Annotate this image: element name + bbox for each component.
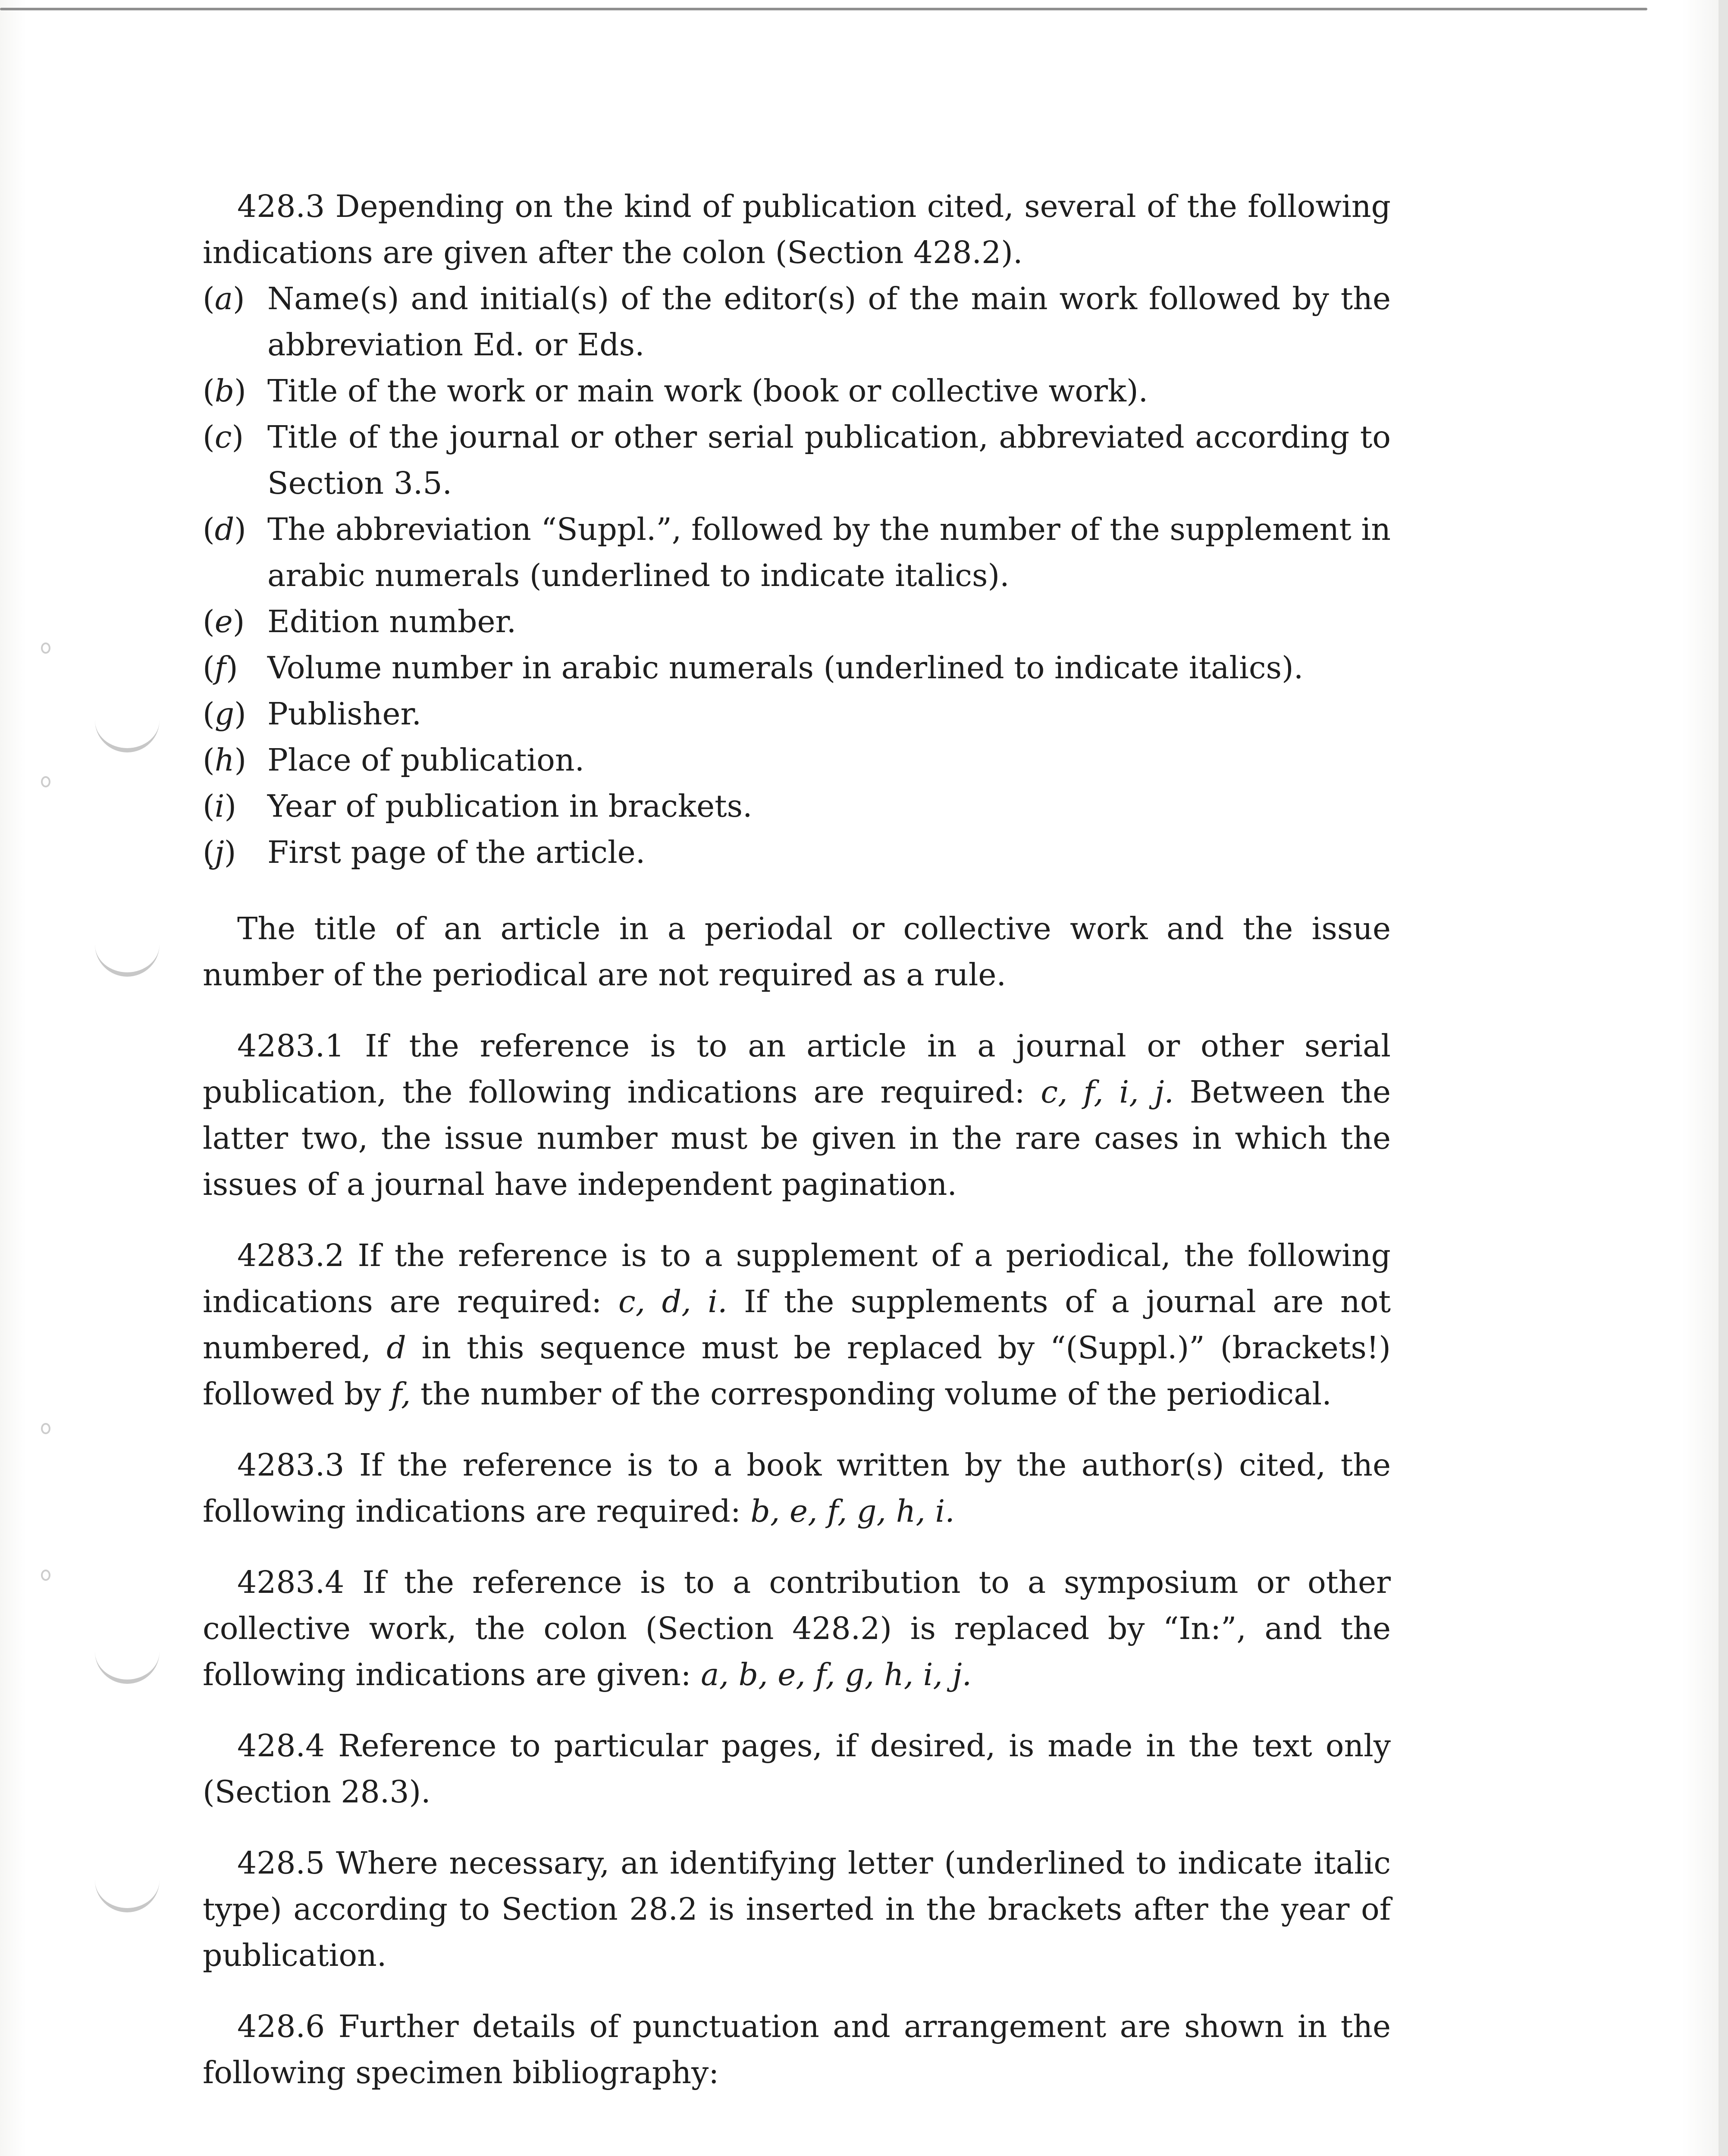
list-item: (c) Title of the journal or other serial publication, abbreviated according to Section 3.5. — [203, 419, 1391, 501]
section-number: 4283.4 — [237, 1564, 345, 1600]
italic-letters: d — [386, 1330, 406, 1366]
section-text: Where necessary, an identifying letter (underlined to indicate italic type) according to Section 28.2 is inserted in the brackets after the year of publication. — [203, 1845, 1391, 1973]
italic-letters: c, f, i, j. — [1041, 1074, 1174, 1110]
italic-letters: a, b, e, f, g, h, i, j. — [701, 1657, 972, 1692]
list-item: (i) Year of publication in brackets. — [203, 788, 753, 824]
right-page-edge — [1719, 0, 1728, 2156]
section-number: 428.5 — [237, 1845, 325, 1881]
binder-hole-mark — [95, 931, 160, 977]
section-428-5 — [203, 1840, 1391, 1978]
section-number: 428.6 — [237, 2009, 325, 2044]
list-item-text: First page of the article. — [267, 834, 646, 870]
section-text: Further details of punctuation and arrangement are shown in the following specimen bibliography: — [203, 2009, 1391, 2090]
margin-speck — [41, 642, 50, 654]
list-item: (j) First page of the article. — [203, 834, 646, 870]
italic-letters: b, e, f, g, h, i. — [750, 1493, 955, 1529]
list-item: (f) Volume number in arabic numerals (underlined to indicate italics). — [203, 650, 1304, 686]
list-letter: f — [214, 650, 226, 686]
list-item-text: Publisher. — [267, 696, 422, 732]
note-paragraph: The title of an article in a periodal or collective work and the issue number of the periodical are not required as a rule. — [203, 911, 1391, 993]
list-letter: j — [214, 834, 224, 870]
list-letter: b — [214, 373, 235, 409]
margin-speck — [41, 1423, 50, 1434]
list-letter: i — [214, 788, 225, 824]
list-letter: d — [214, 511, 235, 547]
list-item-text: Volume number in arabic numerals (underlined to indicate italics). — [267, 650, 1304, 686]
binder-hole-mark — [95, 707, 160, 752]
list-letter: e — [214, 604, 233, 639]
section-number: 428.4 — [237, 1728, 325, 1764]
italic-letters: c, d, i. — [618, 1284, 728, 1319]
section-4283-3 — [203, 1442, 1391, 1534]
list-item-text: Place of publication. — [267, 742, 585, 778]
list-item-text: Edition number. — [267, 604, 517, 639]
section-text: If the reference is to a book written by the author(s) cited, the following indications are required: — [203, 1447, 1391, 1529]
section-number: 4283.1 — [237, 1028, 345, 1064]
section-number: 4283.2 — [237, 1238, 345, 1273]
section-text: in this sequence must be replaced by “(Suppl.)” (brackets!) followed by — [203, 1330, 1391, 1412]
list-letter: a — [214, 281, 233, 317]
section-number: 428.3 — [237, 188, 325, 224]
top-edge-rule — [0, 8, 1647, 10]
section-text: Depending on the kind of publication cited, several of the following indications are given after the colon (Section 428.2). — [203, 188, 1391, 270]
list-item: (d) The abbreviation “Suppl.”, followed by the number of the supplement in arabic numerals (underlined to indicate italics). — [203, 511, 1391, 593]
list-item: (h) Place of publication. — [203, 742, 585, 778]
section-text: If the reference is to an article in a journal or other serial publication, the following indications are required: — [203, 1028, 1391, 1110]
list-item: (a) Name(s) and initial(s) of the editor(s) of the main work followed by the abbreviation Ed. or Eds. — [203, 281, 1391, 363]
list-item-text: Title of the journal or other serial publication, abbreviated according to Section 3.5. — [267, 419, 1391, 501]
italic-letters: f, — [391, 1376, 411, 1412]
section-428-6 — [203, 2003, 1391, 2096]
section-text: If the reference is to a contribution to a symposium or other collective work, the colon (Section 428.2) is replaced by “In:”, and the following indications are given: — [203, 1564, 1391, 1692]
indication-list — [203, 276, 1391, 875]
document-body — [203, 183, 1391, 2096]
section-4283-4 — [203, 1559, 1391, 1698]
section-text: If the reference is to a supplement of a periodical, the following indications are required: — [203, 1238, 1391, 1319]
section-428-4 — [203, 1723, 1391, 1815]
list-letter: h — [214, 742, 235, 778]
section-4283-1 — [203, 1023, 1391, 1207]
section-text: the number of the corresponding volume of the periodical. — [411, 1376, 1332, 1412]
section-text: Between the latter two, the issue number must be given in the rare cases in which the issues of a journal have independent pagination. — [203, 1074, 1391, 1202]
margin-speck — [41, 1570, 50, 1581]
list-item: (b) Title of the work or main work (book or collective work). — [203, 373, 1148, 409]
list-letter: c — [214, 419, 232, 455]
list-item: (g) Publisher. — [203, 696, 422, 732]
list-item-text: Year of publication in brackets. — [267, 788, 753, 824]
margin-speck — [41, 776, 50, 787]
binder-hole-mark — [95, 1867, 160, 1912]
section-number: 4283.3 — [237, 1447, 345, 1483]
list-letter: g — [214, 696, 235, 732]
section-text: If the supplements of a journal are not numbered, — [203, 1284, 1391, 1366]
section-4283-2 — [203, 1232, 1391, 1417]
binder-hole-mark — [95, 1639, 160, 1684]
section-428-3 — [203, 183, 1391, 276]
list-item: (e) Edition number. — [203, 604, 517, 639]
list-item-text: Title of the work or main work (book or collective work). — [267, 373, 1148, 409]
list-item-text: The abbreviation “Suppl.”, followed by the number of the supplement in arabic numerals (underlined to indicate italics). — [267, 511, 1391, 593]
section-text: Reference to particular pages, if desired, is made in the text only (Section 28.3). — [203, 1728, 1391, 1810]
list-item-text: Name(s) and initial(s) of the editor(s) of the main work followed by the abbreviation Ed. or Eds. — [267, 281, 1391, 363]
